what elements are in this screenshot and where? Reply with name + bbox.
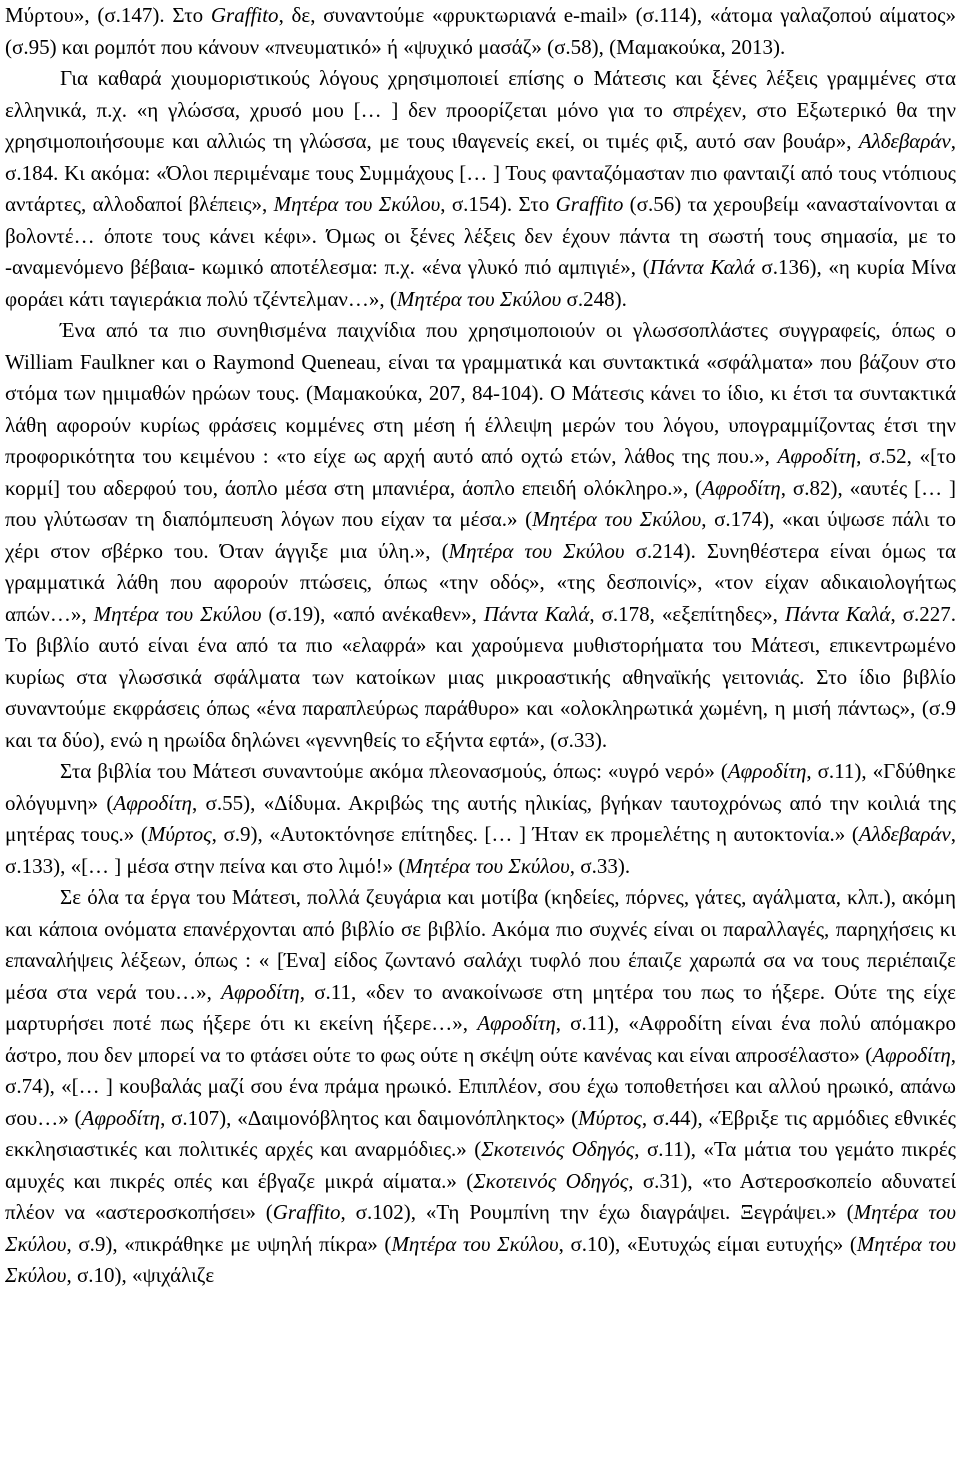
italic-citation: Graffito [272,1200,341,1224]
italic-citation: Graffito [555,192,624,216]
italic-citation: Graffito [210,3,279,27]
italic-citation: Μητέρα του Σκύλου [391,1231,559,1256]
italic-citation: Αφροδίτη [477,1011,556,1035]
italic-citation: Μύρτος [147,822,212,846]
text-run: , σ.9), «πικράθηκε με υψηλή πίκρα» ( [66,1231,392,1256]
italic-citation: Μητέρα του Σκύλου [405,853,570,878]
text-run: Σε όλα τα έργα του Μάτεσι, πολλά ζευγάρια και μοτίβα (κηδείες, πόρνες, γάτες, αγάλματα, κλπ.), ακόμη και κάποια ονόματα επανέρχονται από βιβλίο σε βιβλίο. Ακόμα πιο συχνές είναι οι παραλλαγές, παρηχήσεις κι επαναλήψεις λέξεων, όπως : « [Ένα] είδος ζωντανό σαλάχι τυφλό που έπαιζε χαρωπά σα να τους περιέπαιζε μέσα στα νερά του…», [5,885,956,1004]
text-run: , σ.178, «εξεπίτηδες», [589,601,785,626]
text-run: , σ.31), «το Αστεροσκοπείο αδυνατεί πλέον να «αστεροσκοπήσει» ( [5,1168,956,1224]
italic-citation: Αφροδίτη [777,444,857,468]
text-run: , σ.74), «[… ] κουβαλάς μαζί σου ένα πράμα ηρωικό. Επιπλέον, σου έχω τοποθετήσει και αλλού ηρωικό, απάνω σου…» ( [5,1042,956,1130]
text-run: , σ.11), «Αφροδίτη είναι ένα πολύ απόμακρο άστρο, που δεν μπορεί να το φτάσει ούτε το φως ούτε η σκέψη ούτε κανένας και είναι απροσέλαστο» ( [5,1011,956,1067]
body-paragraph [5,882,956,1292]
italic-citation: Μύρτος [578,1105,642,1130]
text-run: , σ.154). Στο [440,192,556,216]
italic-citation: Μητέρα του Σκύλου [273,192,441,216]
text-run: , σ.184. Κι ακόμα: «Όλοι περιμέναμε τους Συμμάχους [… ] Τους φανταζόμασταν πιο φανταιζί από τους ντόπιους αντάρτες, αλλοδαποί βλέπεις», [5,129,956,216]
text-run: (σ.19), «από ανέκαθεν», [261,601,484,626]
italic-citation: Σκοτεινός Οδηγός [481,1137,635,1161]
text-run: , σ.44), «Έβριξε τις αρμόδιες εθνικές εκκλησιαστικές και πολιτικές αρχές και αναρμόδιες.» ( [5,1105,956,1161]
italic-citation: Μητέρα του Σκύλου [448,538,625,563]
italic-citation: Σκοτεινός Οδηγός [473,1168,629,1193]
italic-citation: Αφροδίτη [702,475,781,500]
italic-citation: Μητέρα του Σκύλου [93,601,262,626]
text-run: , σ.10), «Ευτυχώς είμαι ευτυχής» ( [558,1231,857,1256]
italic-citation: Μητέρα του Σκύλου [5,1231,957,1287]
italic-citation: Πάντα Καλά [649,255,755,279]
italic-citation: Μητέρα του Σκύλου [5,1200,956,1256]
italic-citation: Μητέρα του Σκύλου [532,507,702,531]
text-run: , σ.82), «αυτές [… ] που γλύτωσαν τη διαπόμπευση λόγων που είχαν τα μέσα.» ( [5,475,956,531]
text-run: (σ.56) τα χερουβείμ «ανασταίνονται α βολοντέ… όποτε τους κάνει κέφι». Όμως οι ξένες λέξεις δεν έχουν πάντα τη σωστή τους σημασία, με το -αναμενόμενο βέβαια- κωμικό αποτέλεσμα: π.χ. «ένα γλυκό πιό αμπιγιέ», ( [5,192,956,279]
text-run: , σ.11), «Γδύθηκε ολόγυμνη» ( [5,759,956,815]
text-run: Για καθαρά χιουμοριστικούς λόγους χρησιμοποιεί επίσης ο Μάτεσις και ξένες λέξεις γραμμένες στα ελληνικά, π.χ. «η γλώσσα, χρυσό μου [… ] δεν προορίζεται μόνο για το σπρέχεν, στο Εξωτερικό θα την χρησιμοποιήσουμε και αλλιώς τη γλώσσα, με τους ιθαγενείς εκεί, οι τιμές φιξ, αυτό σαν βουάρ», [5,66,956,153]
italic-citation: Πάντα Καλά [784,601,891,626]
text-run: , σ.11), «Τα μάτια του γεμάτο πικρές αμυχές και πικρές οπές και έβγαζε μικρά αίματα.» ( [5,1137,956,1193]
text-run: , σ.9), «Αυτοκτόνησε επίτηδες. [… ] Ήταν εκ προμελέτης η αυτοκτονία.» ( [211,822,859,846]
italic-citation: Μητέρα του Σκύλου [396,286,562,311]
italic-citation: Πάντα Καλά [483,601,590,626]
text-run: σ.136), «η κυρία Μίνα φοράει κάτι ταγιεράκια πολύ τζέντελμαν…», ( [5,255,956,311]
body-paragraph [5,315,956,756]
text-run: σ.214). Συνηθέστερα είναι όμως τα γραμματικά λάθη που αφορούν πτώσεις, όπως «την οδός», «της δεσποινίς», «τον είχαν αδικαιολογήτως απών…», [5,538,957,626]
text-run: σ.248). [561,286,627,311]
italic-citation: Αλδεβαράν [858,822,951,846]
italic-citation: Αφροδίτη [727,759,807,783]
text-run: Μύρτου», (σ.147). Στο [5,3,211,27]
text-run: , σ.55), «Δίδυμα. Ακριβώς της αυτής ηλικίας, βγήκαν ταυτοχρόνως από την κοιλιά της μητέρας τους.» ( [5,790,956,846]
text-run: , σ.11, «δεν το ανακοίνωσε στη μητέρα του πως το ήξερε. Ούτε της είχε μαρτυρήσει ποτέ πως ήξερε ότι κι εκείνη ήξερε…», [5,979,957,1035]
text-run: , σ.10), «ψιχάλιζε [66,1263,215,1287]
text-run: Ένα από τα πιο συνηθισμένα παιχνίδια που χρησιμοποιούν οι γλωσσοπλάστες συγγραφείς, όπως ο William Faulkner και ο Raymond Queneau, είναι τα γραμματικά και συντακτικά «σφάλματα» που βάζουν στο στόμα των ημιμαθών ηρώων τους. (Μαμακούκα, 207, 84-104). Ο Μάτεσις κάνει το ίδιο, κι έτσι τα συντακτικά λάθη αφορούν κυρίως φράσεις κομμένες στη μέση ή έλλειψη μερών του λόγου, υπογραμμίζοντας έτσι την προφορικότητα του κειμένου : «το είχε ως αρχή αυτό από οχτώ ετών, λάθος της που.», [5,318,956,468]
body-paragraph [5,63,956,315]
text-run: , σ.174), «και ύψωσε πάλι το χέρι στον σβέρκο του. Όταν άγγιξε μια ύλη.», ( [5,507,957,563]
italic-citation: Αφροδίτη [113,790,192,815]
italic-citation: Αφροδίτη [81,1105,161,1130]
italic-citation: Αλδεβαράν [858,129,951,153]
text-run: , σ.107), «Δαιμονόβλητος και δαιμονόπληκτος» ( [160,1105,579,1130]
body-paragraph [5,0,956,63]
italic-citation: Αφροδίτη [872,1042,951,1067]
italic-citation: Αφροδίτη [221,979,300,1004]
text-run: , σ.133), «[… ] μέσα στην πείνα και στο λιμό!» ( [5,822,956,878]
text-run: , σ.33). [569,853,631,878]
body-paragraph [5,756,956,882]
text-run: , δε, συναντούμε «φρυκτωριανά e-mail» (σ.114), «άτομα γαλαζοπού αίματος» (σ.95) και ρομπότ που κάνουν «πνευματικό» ή «ψυχικό μασάζ» (σ.58), (Μαμακούκα, 2013). [5,3,956,59]
text-run: , σ.227. Το βιβλίο αυτό είναι ένα από τα πιο «ελαφρά» και χαρούμενα μυθιστορήματα του Μάτεσι, επικεντρωμένο κυρίως στα γλωσσικά σφάλματα των κατοίκων μιας μικροαστικής αθηναϊκής γειτονιάς. Στο ίδιο βιβλίο συναντούμε εκφράσεις όπως «ένα παραπλεύρως παράθυρο» και «ολοκληρωτικά χωμένη, η μισή πάντως», (σ.9 και τα δύο), ενώ η ηρωίδα δηλώνει «γεννηθείς το εξήντα εφτά», (σ.33). [5,601,957,752]
text-run: Στα βιβλία του Μάτεσι συναντούμε ακόμα πλεονασμούς, όπως: «υγρό νερό» ( [60,759,728,783]
text-run: , σ.52, «[το κορμί] του αδερφού του, άοπλο μέσα στη μπανιέρα, άοπλο επειδή ολόκληρο.», ( [5,444,956,500]
text-run: , σ.102), «Τη Ρουμπίνη την έχω διαγράψει. Ξεγράψει.» ( [340,1200,854,1224]
